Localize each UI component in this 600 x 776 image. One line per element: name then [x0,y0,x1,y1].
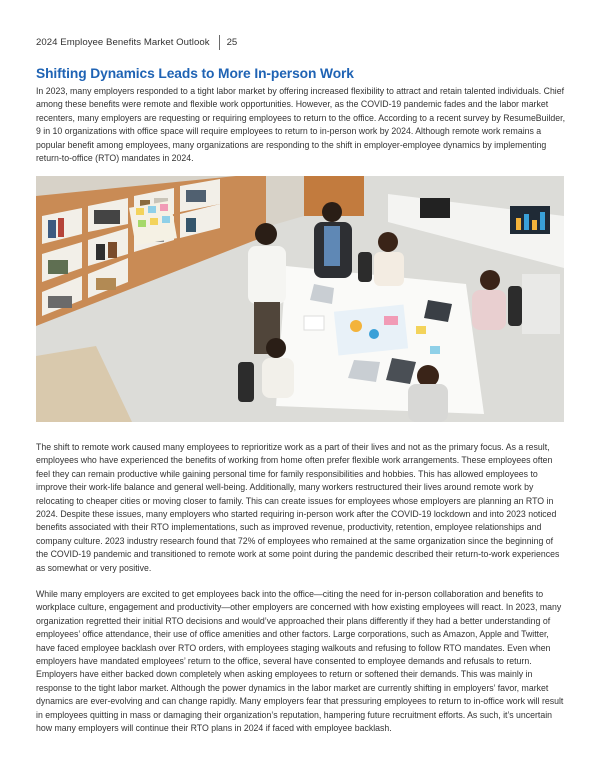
paragraph-employer-concerns: While many employers are excited to get employees back into the office—citing the need for in-person collaboration and benefits to workplace culture, engagement and productivity—other employers are concerned with how existing employees will react. In 2023, many organization regretted their initial RTO decisions and would’ve approached their plans differently if they had a better understanding of employees’ office attendance, their use of office amenities and other factors. Large corporations, such as Amazon, Apple and Twitter, have faced employee backlash over RTO orders, with employees staging walkouts and refusing to follow RTO mandates. Even when employers have mandated employees’ return to the office, several have consented to employee demands and refusals to return. Employers have either backed down completely when asking employees to return or softened their demands. This was mainly in response to the tight labor market. Although the power dynamics in the labor market are currently shifting in employers’ favor, market dynamics are ever-evolving and can change rapidly. Many employers fear that pressuring employees to return to in-office work will result in employees quitting in mass or damaging their organization’s reputation, hampering future recruitment efforts. As such, it’s uncertain how many employers will continue their RTO plans in 2024 if faced with employee backlash. [36,589,564,734]
header-divider [219,35,220,50]
page-number: 25 [226,36,238,48]
page-header [36,34,237,50]
office-meeting-photo [36,176,564,422]
office-meeting-illustration [36,176,564,422]
section-title: Shifting Dynamics Leads to More In-person Work [36,66,354,81]
report-title: 2024 Employee Benefits Market Outlook [36,36,210,48]
paragraph-intro: In 2023, many employers responded to a tight labor market by offering increased flexibility to attract and retain talented individuals. Chief among these benefits were remote and flexible work opportunities. However, as the COVID-19 pandemic fades and the labor market recenters, many employers are requesting or requiring employees to return to the office. According to a recent survey by ResumeBuilder, 9 in 10 organizations with office space will require employees to return to in-person work by 2024. Although remote work remains a popular benefit among employees, many organizations are responding to the shift in employer-employee dynamics by implementing return-to-office (RTO) mandates in 2024. [36,86,565,164]
monitor-left [420,198,450,218]
cabinet [522,274,560,334]
paragraph-remote-work: The shift to remote work caused many employees to reprioritize work as a part of their lives and not as the primary focus. As a result, employees who have experienced the benefits of working from home often prefer flexible work arrangements. These employees often feel they can remain productive while gaining personal time for family responsibilities and hobbies. This has allowed employees to improve their work-life balance and general well-being. Additionally, many workers restructured their lives around remote work by relocating to cheaper cities or moving closer to family. This can create issues for employees whose employers are planning an RTO in 2024. Despite these issues, many employers who started requiring in-person work after the COVID-19 lockdown and into 2023 noticed benefits associated with their RTO implementations, such as improved revenue, productivity, retention, employee relationships and company culture. 2023 industry research found that 72% of employees who remained at the same organization since the beginning of the COVID-19 pandemic and transitioned to remote work at some point during the pandemic described their return-to-work experiences as somewhat or very positive. [36,442,560,573]
